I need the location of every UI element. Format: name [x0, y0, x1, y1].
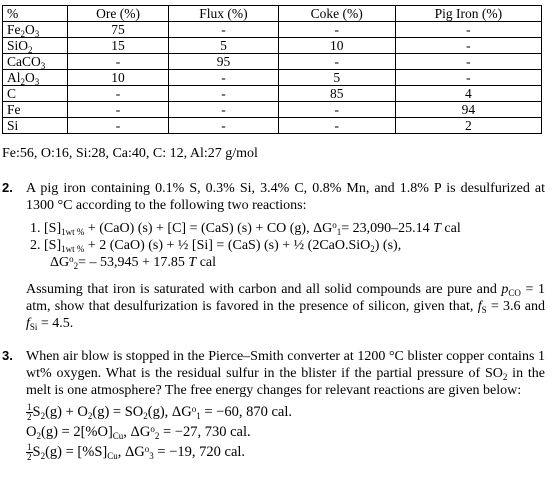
table-cell: - — [395, 22, 541, 38]
table-row — [3, 86, 542, 102]
table-cell: 10 — [68, 70, 169, 86]
table-cell: 5 — [278, 70, 395, 86]
equation-3: $\frac{1}{2}$ $S_2(g) = [\%S]_{Cu}$, $\Delta G^o_3 = -19$, 720 cal. — [27, 442, 246, 462]
header-ore: Ore (%) — [68, 6, 169, 22]
table-row — [3, 118, 542, 134]
table-cell: 15 — [68, 38, 169, 54]
table-cell: 2 — [395, 118, 541, 134]
table-row — [3, 22, 542, 38]
table-row — [3, 38, 542, 54]
row-label: SiO$_2$ — [3, 38, 68, 54]
reaction-1: 1. $[S]_{1wt \%} + (CaO) (s) + [C] = (CaS) (s)$ + CO (g), $\Delta G^o_1= 23,090-25.14$ T cal — [30, 220, 461, 237]
header-percent: % — [3, 6, 68, 22]
composition-table — [2, 5, 542, 134]
row-label: C — [3, 86, 68, 102]
table-cell: - — [278, 22, 395, 38]
table-cell: - — [169, 102, 279, 118]
table-row — [3, 102, 542, 118]
row-label: Fe — [3, 102, 68, 118]
table-cell: - — [278, 118, 395, 134]
table-row — [3, 54, 542, 70]
table-cell: - — [68, 118, 169, 134]
table-row — [3, 70, 542, 86]
reaction-2-energy: $\Delta G^o_2= - 53,945 + 17.85$ T cal — [50, 254, 217, 271]
question-3 — [0, 348, 545, 462]
equation-2: $O_2(g) = 2[\%O]_{Cu}$, $\Delta G^o_2 = -27$, 730 cal. — [26, 424, 251, 441]
table-header-row — [3, 6, 542, 22]
table-cell: 95 — [169, 54, 279, 70]
reaction-2: 2. $[S]_{1wt \%} + 2$ (CaO) (s) + ½ [Si] = (CaS) (s) + ½ (2CaO.SiO$_2$) (s), — [30, 238, 402, 254]
header-coke: Coke (%) — [278, 6, 395, 22]
row-label: CaCO$_3$ — [3, 54, 68, 70]
table-cell: - — [395, 54, 541, 70]
question-2-assumption: Assuming that iron is saturated with carbon and all solid compounds are pure and $p_{CO} = 1$ atm, show that desulfurization is favored in the presence of silicon, given that, $f_S = 3.6$ and $f_{Si} = 4.5$. — [26, 282, 546, 332]
table-cell: - — [68, 54, 169, 70]
atomic-weights: Fe:56, O:16, Si:28, Ca:40, C: 12, Al:27 g/mol — [2, 146, 258, 161]
row-label: Si — [3, 118, 68, 134]
table-cell: 4 — [395, 86, 541, 102]
table-cell: - — [278, 54, 395, 70]
header-pig-iron: Pig Iron (%) — [395, 6, 541, 22]
row-label: $Al_2O_3$ — [3, 70, 68, 86]
table-cell: - — [169, 86, 279, 102]
table-cell: 94 — [395, 102, 541, 118]
table-cell: - — [278, 102, 395, 118]
table-cell: 5 — [169, 38, 279, 54]
table-cell: 75 — [68, 22, 169, 38]
table-cell: 85 — [278, 86, 395, 102]
table-cell: - — [169, 70, 279, 86]
table-cell: - — [169, 118, 279, 134]
question-3-text: When air blow is stopped in the Pierce–Smith converter at 1200 °C blister copper contains 1 wt% oxygen. What is the residual sulfur in the blister if the partial pressure of $SO_2$ in the melt is one atmosphere? The free energy changes for relevant reactions are given below: — [26, 349, 546, 398]
table-cell: - — [68, 102, 169, 118]
table-cell: 10 — [278, 38, 395, 54]
table-cell: - — [395, 38, 541, 54]
question-2-intro: A pig iron containing 0.1% S, 0.3% Si, 3.4% C, 0.8% Mn, and 1.8% P is desulfurized at 1300 °C according to the following two reactions: — [26, 181, 545, 213]
equation-1: $\frac{1}{2}$ $S_2(g) + O_2(g) = SO_2(g)$, $\Delta G^o_1 = -60$, 870 cal. — [27, 402, 292, 422]
table-cell: - — [395, 70, 541, 86]
header-flux: Flux (%) — [169, 6, 279, 22]
question-2-number: 2. — [2, 180, 13, 195]
table-cell: - — [68, 86, 169, 102]
question-3-number: 3. — [2, 348, 13, 363]
table-cell: - — [169, 22, 279, 38]
row-label: $Fe_2O_3$ — [3, 22, 68, 38]
question-2 — [0, 180, 545, 332]
